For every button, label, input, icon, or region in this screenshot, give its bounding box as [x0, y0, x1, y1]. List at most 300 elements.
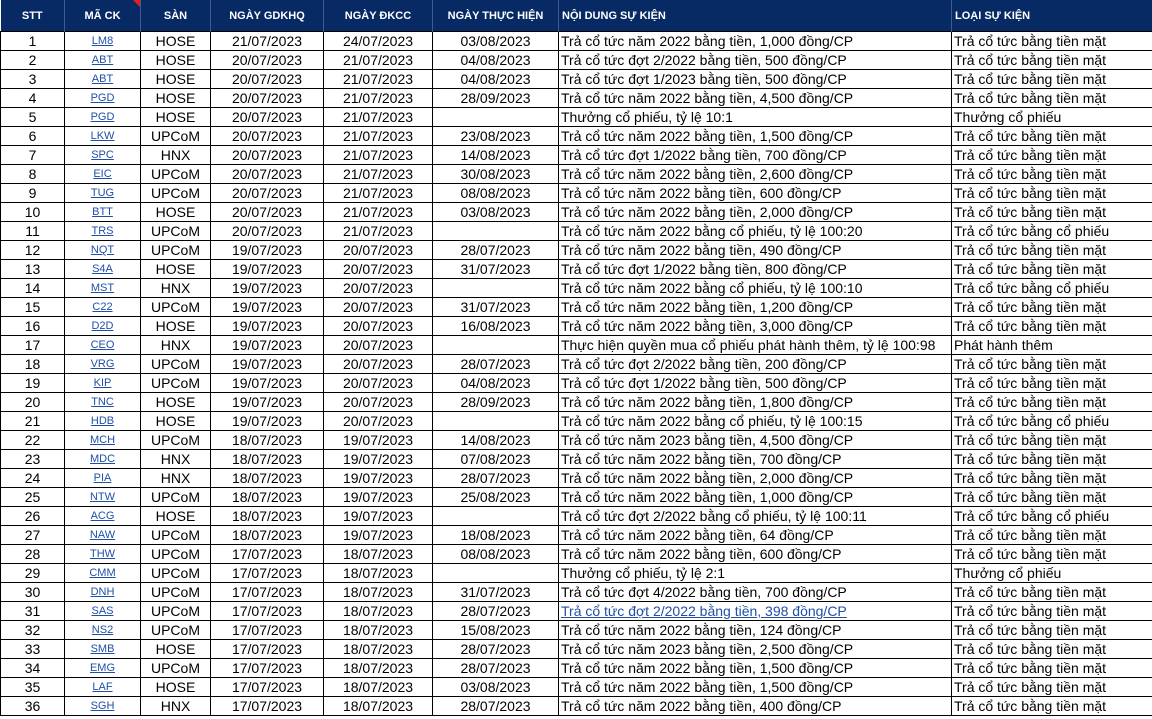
row-exchange: UPCoM: [141, 374, 211, 393]
ticker-link[interactable]: S4A: [92, 263, 113, 275]
row-exchange: UPCoM: [141, 127, 211, 146]
table-row: [1, 488, 1152, 507]
row-exec-date: 28/09/2023: [433, 393, 559, 412]
row-exec-date: 31/07/2023: [433, 260, 559, 279]
row-event-type: Trả cổ tức bằng cổ phiếu: [952, 507, 1152, 526]
row-stt: 26: [1, 507, 65, 526]
row-exec-date: 28/09/2023: [433, 89, 559, 108]
row-exchange: HOSE: [141, 260, 211, 279]
row-stt: 7: [1, 146, 65, 165]
row-stt: 1: [1, 32, 65, 51]
row-ticker-cell: [65, 89, 141, 108]
row-exec-date: [433, 108, 559, 127]
row-event-content: Trả cổ tức năm 2022 bằng tiền, 2,000 đồng/CP: [559, 469, 952, 488]
row-exec-date: [433, 336, 559, 355]
row-event-content: Trả cổ tức năm 2023 bằng tiền, 4,500 đồng/CP: [559, 431, 952, 450]
event-content-link[interactable]: Trả cổ tức đợt 2/2022 bằng tiền, 398 đồng/CP: [561, 603, 847, 619]
table-row: [1, 241, 1152, 260]
row-event-content: Trả cổ tức năm 2022 bằng tiền, 1,500 đồng/CP: [559, 127, 952, 146]
row-exchange: HNX: [141, 146, 211, 165]
row-ticker-cell: [65, 564, 141, 583]
row-event-type: Trả cổ tức bằng tiền mặt: [952, 602, 1152, 621]
row-exec-date: 14/08/2023: [433, 146, 559, 165]
ticker-link[interactable]: LAF: [92, 681, 113, 693]
table-row: [1, 279, 1152, 298]
row-record-date: 21/07/2023: [324, 108, 433, 127]
row-exec-date: [433, 507, 559, 526]
row-stt: 29: [1, 564, 65, 583]
row-record-date: 20/07/2023: [324, 412, 433, 431]
row-ex-date: 20/07/2023: [211, 127, 324, 146]
table-row: [1, 222, 1152, 241]
ticker-link[interactable]: NS2: [91, 624, 114, 636]
row-record-date: 20/07/2023: [324, 336, 433, 355]
row-event-type: Trả cổ tức bằng tiền mặt: [952, 89, 1152, 108]
row-event-type: Trả cổ tức bằng tiền mặt: [952, 317, 1152, 336]
row-event-content: Trả cổ tức năm 2022 bằng tiền, 2,600 đồng/CP: [559, 165, 952, 184]
row-ex-date: 19/07/2023: [211, 412, 324, 431]
row-exec-date: 28/07/2023: [433, 241, 559, 260]
row-event-content: Trả cổ tức năm 2022 bằng tiền, 490 đồng/CP: [559, 241, 952, 260]
row-ticker-cell: [65, 241, 141, 260]
row-ex-date: 17/07/2023: [211, 545, 324, 564]
row-ticker-cell: [65, 659, 141, 678]
row-ex-date: 20/07/2023: [211, 89, 324, 108]
row-event-type: Trả cổ tức bằng tiền mặt: [952, 355, 1152, 374]
row-exchange: HOSE: [141, 51, 211, 70]
row-stt: 15: [1, 298, 65, 317]
row-event-content: Trả cổ tức năm 2022 bằng tiền, 600 đồng/CP: [559, 545, 952, 564]
row-exchange: UPCoM: [141, 583, 211, 602]
ticker-link[interactable]: SMB: [90, 643, 115, 655]
row-event-type: Trả cổ tức bằng tiền mặt: [952, 450, 1152, 469]
row-event-content: Trả cổ tức đợt 1/2022 bằng tiền, 700 đồng/CP: [559, 146, 952, 165]
row-ex-date: 17/07/2023: [211, 659, 324, 678]
ticker-link[interactable]: TUG: [90, 187, 115, 199]
row-ticker-cell: [65, 374, 141, 393]
row-event-content: Trả cổ tức năm 2022 bằng tiền, 1,500 đồng/CP: [559, 678, 952, 697]
ticker-link[interactable]: ABT: [91, 73, 114, 85]
row-event-type: Trả cổ tức bằng tiền mặt: [952, 374, 1152, 393]
row-exec-date: 18/08/2023: [433, 526, 559, 545]
row-ex-date: 18/07/2023: [211, 450, 324, 469]
row-stt: 31: [1, 602, 65, 621]
row-event-type: Trả cổ tức bằng cổ phiếu: [952, 412, 1152, 431]
row-ticker-cell: [65, 336, 141, 355]
table-row: [1, 317, 1152, 336]
row-ticker-cell: [65, 412, 141, 431]
row-event-type: Trả cổ tức bằng tiền mặt: [952, 260, 1152, 279]
row-stt: 33: [1, 640, 65, 659]
row-exchange: HOSE: [141, 203, 211, 222]
row-ticker-cell: [65, 203, 141, 222]
row-event-content: Trả cổ tức năm 2022 bằng tiền, 124 đồng/CP: [559, 621, 952, 640]
table-row: [1, 526, 1152, 545]
row-stt: 13: [1, 260, 65, 279]
row-exchange: UPCoM: [141, 431, 211, 450]
row-exec-date: 31/07/2023: [433, 583, 559, 602]
row-ticker-cell: [65, 678, 141, 697]
row-stt: 6: [1, 127, 65, 146]
table-row: [1, 640, 1152, 659]
row-event-content: Trả cổ tức năm 2022 bằng tiền, 3,000 đồng/CP: [559, 317, 952, 336]
row-exec-date: 08/08/2023: [433, 545, 559, 564]
row-record-date: 21/07/2023: [324, 203, 433, 222]
row-exchange: HOSE: [141, 412, 211, 431]
row-event-type: Trả cổ tức bằng tiền mặt: [952, 583, 1152, 602]
row-exchange: HNX: [141, 336, 211, 355]
ticker-link[interactable]: SGH: [90, 700, 115, 712]
table-row: [1, 108, 1152, 127]
row-ticker-cell: [65, 507, 141, 526]
row-exec-date: 25/08/2023: [433, 488, 559, 507]
row-ticker-cell: [65, 260, 141, 279]
ticker-link[interactable]: SAS: [91, 605, 114, 617]
row-ticker-cell: [65, 51, 141, 70]
row-exchange: HOSE: [141, 317, 211, 336]
ticker-link[interactable]: C22: [92, 301, 113, 313]
row-ticker-cell: [65, 165, 141, 184]
row-stt: 16: [1, 317, 65, 336]
row-exec-date: 07/08/2023: [433, 450, 559, 469]
row-ex-date: 18/07/2023: [211, 507, 324, 526]
row-event-type: Trả cổ tức bằng tiền mặt: [952, 526, 1152, 545]
row-record-date: 20/07/2023: [324, 317, 433, 336]
row-exchange: UPCoM: [141, 355, 211, 374]
row-record-date: 19/07/2023: [324, 450, 433, 469]
table-row: [1, 70, 1152, 89]
ticker-link[interactable]: EIC: [93, 168, 112, 180]
row-record-date: 19/07/2023: [324, 431, 433, 450]
row-ex-date: 19/07/2023: [211, 298, 324, 317]
row-record-date: 21/07/2023: [324, 51, 433, 70]
row-event-content: Trả cổ tức năm 2022 bằng tiền, 1,000 đồng/CP: [559, 32, 952, 51]
row-stt: 34: [1, 659, 65, 678]
row-event-type: Trả cổ tức bằng tiền mặt: [952, 203, 1152, 222]
row-exec-date: 28/07/2023: [433, 355, 559, 374]
row-exec-date: 28/07/2023: [433, 659, 559, 678]
row-stt: 12: [1, 241, 65, 260]
ticker-link[interactable]: CMM: [89, 567, 116, 579]
row-ticker-cell: [65, 583, 141, 602]
row-ex-date: 17/07/2023: [211, 697, 324, 716]
table-row: [1, 146, 1152, 165]
row-record-date: 20/07/2023: [324, 355, 433, 374]
row-record-date: 19/07/2023: [324, 526, 433, 545]
row-ticker-cell: [65, 640, 141, 659]
row-ticker-cell: [65, 108, 141, 127]
row-stt: 21: [1, 412, 65, 431]
row-record-date: 18/07/2023: [324, 659, 433, 678]
row-event-type: Trả cổ tức bằng tiền mặt: [952, 488, 1152, 507]
row-exec-date: 28/07/2023: [433, 469, 559, 488]
row-ticker-cell: [65, 222, 141, 241]
row-event-type: Phát hành thêm: [952, 336, 1152, 355]
row-ticker-cell: [65, 545, 141, 564]
table-row: [1, 32, 1152, 51]
row-event-content: Trả cổ tức đợt 2/2022 bằng tiền, 200 đồng/CP: [559, 355, 952, 374]
row-event-content: Trả cổ tức năm 2022 bằng cổ phiếu, tỷ lệ 100:20: [559, 222, 952, 241]
ticker-link[interactable]: ACG: [90, 510, 115, 522]
row-exec-date: 15/08/2023: [433, 621, 559, 640]
row-exchange: HOSE: [141, 70, 211, 89]
row-record-date: 19/07/2023: [324, 488, 433, 507]
ticker-link[interactable]: PIA: [93, 472, 112, 484]
row-event-content: Trả cổ tức năm 2022 bằng tiền, 1,000 đồng/CP: [559, 488, 952, 507]
ticker-link[interactable]: NAW: [89, 529, 116, 541]
row-event-type: Thưởng cổ phiếu: [952, 564, 1152, 583]
row-record-date: 21/07/2023: [324, 222, 433, 241]
row-exchange: UPCoM: [141, 545, 211, 564]
row-ex-date: 18/07/2023: [211, 526, 324, 545]
row-ex-date: 19/07/2023: [211, 374, 324, 393]
ticker-link[interactable]: KIP: [93, 377, 112, 389]
row-ex-date: 20/07/2023: [211, 184, 324, 203]
table-row: [1, 697, 1152, 716]
row-record-date: 21/07/2023: [324, 146, 433, 165]
row-event-content: Trả cổ tức đợt 4/2022 bằng tiền, 700 đồng/CP: [559, 583, 952, 602]
row-event-type: Trả cổ tức bằng tiền mặt: [952, 469, 1152, 488]
row-stt: 23: [1, 450, 65, 469]
row-exec-date: 08/08/2023: [433, 184, 559, 203]
row-exec-date: 30/08/2023: [433, 165, 559, 184]
row-stt: 10: [1, 203, 65, 222]
row-stt: 25: [1, 488, 65, 507]
table-row: [1, 203, 1152, 222]
row-exec-date: 04/08/2023: [433, 51, 559, 70]
row-record-date: 20/07/2023: [324, 298, 433, 317]
row-event-content: Trả cổ tức năm 2022 bằng tiền, 1,500 đồng/CP: [559, 659, 952, 678]
row-record-date: 21/07/2023: [324, 89, 433, 108]
row-event-type: Trả cổ tức bằng tiền mặt: [952, 678, 1152, 697]
row-ex-date: 20/07/2023: [211, 222, 324, 241]
row-exchange: HNX: [141, 469, 211, 488]
row-exchange: HOSE: [141, 507, 211, 526]
row-exec-date: [433, 564, 559, 583]
column-header-stt: STT: [1, 0, 65, 32]
ticker-link[interactable]: DNH: [90, 586, 115, 598]
ticker-link[interactable]: NQT: [90, 244, 115, 256]
row-exec-date: 04/08/2023: [433, 374, 559, 393]
row-event-content: Trả cổ tức đợt 2/2022 bằng tiền, 500 đồng/CP: [559, 51, 952, 70]
row-record-date: 20/07/2023: [324, 393, 433, 412]
table-row: [1, 659, 1152, 678]
ticker-link[interactable]: THW: [89, 548, 116, 560]
row-event-content: Trả cổ tức năm 2022 bằng tiền, 600 đồng/CP: [559, 184, 952, 203]
row-exchange: HNX: [141, 697, 211, 716]
row-record-date: 21/07/2023: [324, 70, 433, 89]
row-event-type: Trả cổ tức bằng tiền mặt: [952, 545, 1152, 564]
row-event-type: Trả cổ tức bằng tiền mặt: [952, 165, 1152, 184]
row-exchange: UPCoM: [141, 298, 211, 317]
row-ex-date: 17/07/2023: [211, 602, 324, 621]
table-header: [1, 0, 1152, 32]
row-event-type: Trả cổ tức bằng tiền mặt: [952, 393, 1152, 412]
row-ticker-cell: [65, 70, 141, 89]
row-event-type: Trả cổ tức bằng tiền mặt: [952, 146, 1152, 165]
row-event-content: Trả cổ tức năm 2022 bằng tiền, 700 đồng/CP: [559, 450, 952, 469]
row-stt: 28: [1, 545, 65, 564]
row-exchange: UPCoM: [141, 184, 211, 203]
ticker-link[interactable]: PGD: [90, 111, 115, 123]
row-ticker-cell: [65, 602, 141, 621]
row-ex-date: 21/07/2023: [211, 32, 324, 51]
row-event-type: Trả cổ tức bằng tiền mặt: [952, 298, 1152, 317]
row-event-type: Trả cổ tức bằng tiền mặt: [952, 241, 1152, 260]
row-ticker-cell: [65, 488, 141, 507]
row-exchange: HNX: [141, 279, 211, 298]
row-exchange: HOSE: [141, 108, 211, 127]
row-ticker-cell: [65, 298, 141, 317]
row-event-content: Trả cổ tức năm 2023 bằng tiền, 2,500 đồng/CP: [559, 640, 952, 659]
table-row: [1, 298, 1152, 317]
ticker-link[interactable]: VRG: [90, 358, 115, 370]
row-exchange: HOSE: [141, 640, 211, 659]
row-ticker-cell: [65, 450, 141, 469]
row-stt: 5: [1, 108, 65, 127]
table-row: [1, 564, 1152, 583]
row-ex-date: 20/07/2023: [211, 203, 324, 222]
row-ex-date: 17/07/2023: [211, 640, 324, 659]
row-event-content: Trả cổ tức năm 2022 bằng cổ phiếu, tỷ lệ 100:15: [559, 412, 952, 431]
comment-marker-icon[interactable]: [133, 0, 140, 7]
ticker-link[interactable]: MST: [90, 282, 115, 294]
ticker-link[interactable]: NTW: [89, 491, 116, 503]
table-row: [1, 545, 1152, 564]
row-ex-date: 17/07/2023: [211, 583, 324, 602]
row-ticker-cell: [65, 697, 141, 716]
ticker-link[interactable]: ABT: [91, 54, 114, 66]
row-event-content: Thưởng cổ phiếu, tỷ lệ 2:1: [559, 564, 952, 583]
column-header-exchange: SÀN: [141, 0, 211, 32]
row-event-content: Trả cổ tức đợt 1/2022 bằng tiền, 800 đồng/CP: [559, 260, 952, 279]
table-row: [1, 336, 1152, 355]
column-header-exec-date: NGÀY THỰC HIỆN: [433, 0, 559, 32]
row-ticker-cell: [65, 526, 141, 545]
row-record-date: 19/07/2023: [324, 507, 433, 526]
row-stt: 3: [1, 70, 65, 89]
ticker-link[interactable]: MCH: [89, 434, 116, 446]
ticker-link[interactable]: EMG: [89, 662, 116, 674]
row-ticker-cell: [65, 431, 141, 450]
column-header-ex-date: NGÀY GDKHQ: [211, 0, 324, 32]
table-row: [1, 469, 1152, 488]
row-stt: 2: [1, 51, 65, 70]
row-event-type: Trả cổ tức bằng tiền mặt: [952, 51, 1152, 70]
ticker-link[interactable]: LKW: [90, 130, 115, 142]
row-ticker-cell: [65, 355, 141, 374]
row-event-content: Trả cổ tức năm 2022 bằng tiền, 64 đồng/CP: [559, 526, 952, 545]
row-stt: 35: [1, 678, 65, 697]
row-event-type: Thưởng cổ phiếu: [952, 108, 1152, 127]
row-exec-date: [433, 222, 559, 241]
ticker-link[interactable]: TNC: [91, 396, 114, 408]
column-header-ticker-label: MÃ CK: [84, 9, 121, 22]
row-record-date: 18/07/2023: [324, 545, 433, 564]
row-ex-date: 19/07/2023: [211, 336, 324, 355]
row-record-date: 20/07/2023: [324, 241, 433, 260]
row-ex-date: 18/07/2023: [211, 431, 324, 450]
row-stt: 22: [1, 431, 65, 450]
table-row: [1, 678, 1152, 697]
row-exec-date: [433, 279, 559, 298]
row-exchange: UPCoM: [141, 659, 211, 678]
row-ex-date: 17/07/2023: [211, 564, 324, 583]
table-row: [1, 431, 1152, 450]
row-stt: 32: [1, 621, 65, 640]
row-ex-date: 20/07/2023: [211, 165, 324, 184]
row-ex-date: 19/07/2023: [211, 317, 324, 336]
row-exchange: HOSE: [141, 89, 211, 108]
row-exec-date: 03/08/2023: [433, 678, 559, 697]
ticker-link[interactable]: SPC: [91, 149, 114, 161]
row-event-content: Trả cổ tức năm 2022 bằng tiền, 400 đồng/CP: [559, 697, 952, 716]
row-exchange: UPCoM: [141, 488, 211, 507]
row-ticker-cell: [65, 621, 141, 640]
row-stt: 27: [1, 526, 65, 545]
row-ex-date: 17/07/2023: [211, 678, 324, 697]
row-record-date: 18/07/2023: [324, 678, 433, 697]
row-event-type: Trả cổ tức bằng tiền mặt: [952, 184, 1152, 203]
table-row: [1, 450, 1152, 469]
row-record-date: 21/07/2023: [324, 165, 433, 184]
row-record-date: 20/07/2023: [324, 260, 433, 279]
row-record-date: 20/07/2023: [324, 279, 433, 298]
ticker-link[interactable]: HDB: [90, 415, 115, 427]
row-exchange: UPCoM: [141, 165, 211, 184]
row-stt: 9: [1, 184, 65, 203]
row-record-date: 18/07/2023: [324, 621, 433, 640]
ticker-link[interactable]: LM8: [91, 35, 114, 47]
row-exchange: UPCoM: [141, 621, 211, 640]
row-exec-date: 28/07/2023: [433, 697, 559, 716]
row-ticker-cell: [65, 32, 141, 51]
table-row: [1, 355, 1152, 374]
table-row: [1, 260, 1152, 279]
row-exchange: UPCoM: [141, 222, 211, 241]
table-row: [1, 51, 1152, 70]
row-stt: 36: [1, 697, 65, 716]
row-ticker-cell: [65, 127, 141, 146]
row-stt: 24: [1, 469, 65, 488]
table-row: [1, 374, 1152, 393]
row-exec-date: 31/07/2023: [433, 298, 559, 317]
row-ex-date: 20/07/2023: [211, 70, 324, 89]
table-row: [1, 583, 1152, 602]
row-exchange: UPCoM: [141, 526, 211, 545]
row-ex-date: 19/07/2023: [211, 260, 324, 279]
row-exec-date: 23/08/2023: [433, 127, 559, 146]
table-row: [1, 621, 1152, 640]
row-exchange: HOSE: [141, 393, 211, 412]
row-exec-date: [433, 412, 559, 431]
ticker-link[interactable]: TRS: [91, 225, 114, 237]
ticker-link[interactable]: BTT: [92, 206, 113, 218]
ticker-link[interactable]: PGD: [90, 92, 115, 104]
ticker-link[interactable]: D2D: [91, 320, 114, 332]
row-ex-date: 18/07/2023: [211, 488, 324, 507]
ticker-link[interactable]: CEO: [90, 339, 115, 351]
row-event-type: Trả cổ tức bằng cổ phiếu: [952, 279, 1152, 298]
row-ex-date: 19/07/2023: [211, 393, 324, 412]
row-exchange: UPCoM: [141, 602, 211, 621]
row-record-date: 20/07/2023: [324, 374, 433, 393]
row-event-content: Trả cổ tức đợt 1/2022 bằng tiền, 500 đồng/CP: [559, 374, 952, 393]
row-ticker-cell: [65, 469, 141, 488]
ticker-link[interactable]: MDC: [89, 453, 116, 465]
row-ex-date: 17/07/2023: [211, 621, 324, 640]
row-event-type: Trả cổ tức bằng tiền mặt: [952, 127, 1152, 146]
